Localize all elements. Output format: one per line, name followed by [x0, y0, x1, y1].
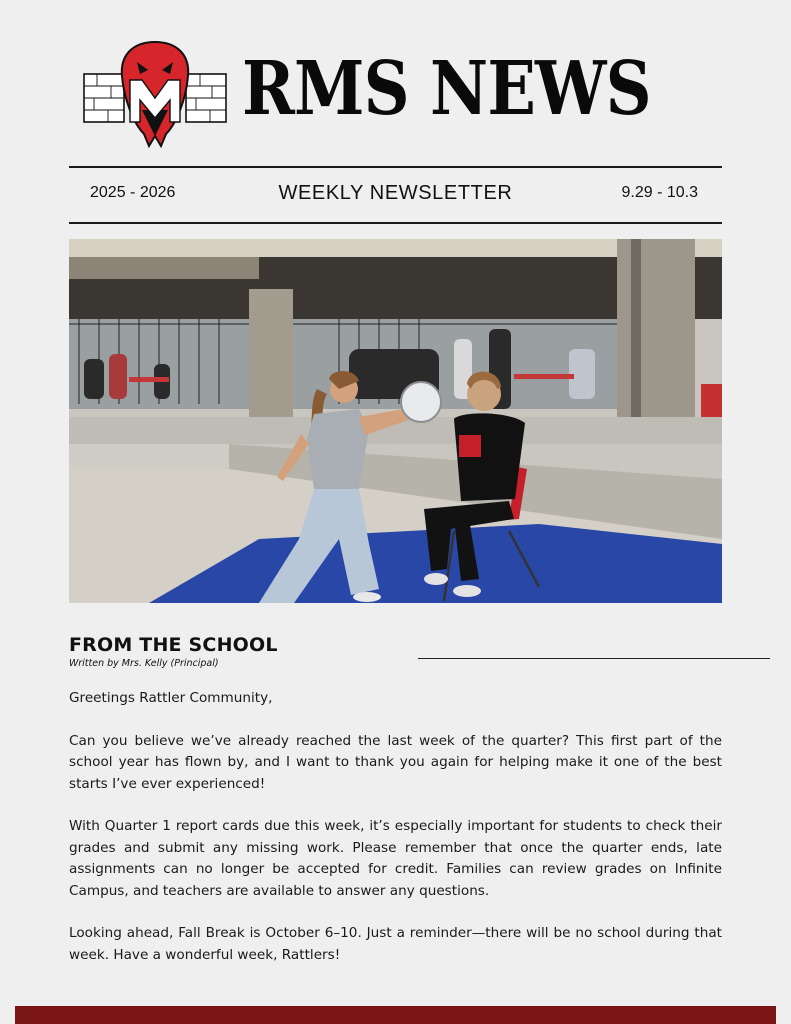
article-paragraph: Can you believe we’ve already reached the last week of the quarter? This first part of the school year has flown by, and I want to thank you again for helping make it one of the best starts I’ve ever experienced! — [69, 732, 722, 792]
article-paragraph: With Quarter 1 report cards due this week, it’s especially important for students to check their grades and submit any missing work. Please remember that once the quarter ends, late assignments can no longer be accepted for credit. Families can review grades on Infinite Campus, and teachers are available to answer any questions. — [69, 818, 722, 899]
footer-bar — [15, 1006, 776, 1024]
info-bar — [69, 170, 722, 220]
greeting: Greetings Rattler Community, — [69, 690, 273, 706]
date-range: 9.29 - 10.3 — [621, 184, 698, 201]
newsletter-title: RMS NEWS — [242, 46, 651, 132]
newsletter-label: WEEKLY NEWSLETTER — [278, 182, 513, 204]
article-byline: Written by Mrs. Kelly (Principal) — [69, 658, 219, 669]
masthead — [80, 40, 700, 150]
bottom-rule — [69, 222, 722, 224]
section-divider — [418, 658, 770, 659]
school-year: 2025 - 2026 — [90, 184, 176, 201]
school-event-photo — [69, 239, 722, 603]
article-paragraph: Looking ahead, Fall Break is October 6–10. Just a reminder—there will be no school during that week. Have a wonderful week, Rattlers! — [69, 925, 722, 963]
top-rule — [69, 166, 722, 168]
article-body — [69, 688, 722, 988]
rms-rattler-logo — [82, 40, 228, 148]
hero-photo — [69, 239, 722, 603]
section-heading: FROM THE SCHOOL — [69, 634, 278, 656]
